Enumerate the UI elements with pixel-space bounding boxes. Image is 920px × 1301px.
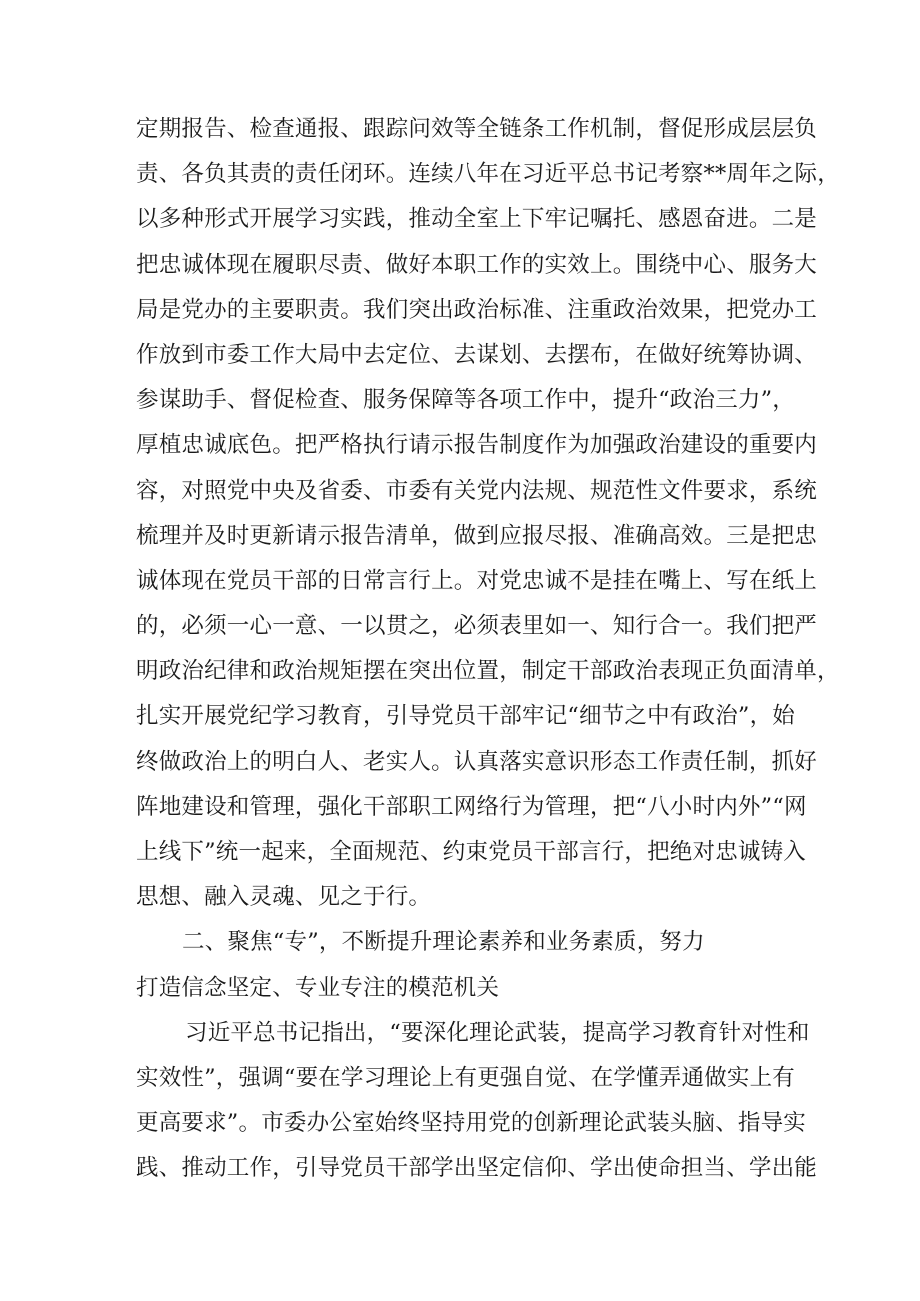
text-line: 参谋助手、督促检查、服务保障等各项工作中，提升“政治三力”， <box>136 387 796 414</box>
text-line: 践、推动工作，引导党员干部学出坚定信仰、学出使命担当、学出能 <box>136 1155 818 1182</box>
text-line: 作放到市委工作大局中去定位、去谋划、去摆布，在做好统筹协调、 <box>136 341 818 368</box>
text-line: 以多种形式开展学习实践，推动全室上下牢记嘱托、感恩奋进。二是 <box>136 206 818 233</box>
text-line: 的，必须一心一意、一以贯之，必须表里如一、知行合一。我们把严 <box>136 613 818 640</box>
text-line: 上线下”统一起来，全面规范、约束党员干部言行，把绝对忠诚铸入 <box>136 839 807 865</box>
section-heading-line-2: 打造信念坚定、专业专注的模范机关 <box>136 974 500 1001</box>
text-line: 定期报告、检查通报、跟踪问效等全链条工作机制，督促形成层层负 <box>136 116 818 142</box>
text-line: 容，对照党中央及省委、市委有关党内法规、规范性文件要求，系统 <box>136 477 818 504</box>
text-line: 终做政治上的明白人、老实人。认真落实意识形态工作责任制，抓好 <box>136 748 818 775</box>
text-line: 思想、融入灵魂、见之于行。 <box>136 884 432 911</box>
text-line: 实效性”，强调“要在学习理论上有更强自觉、在学懂弄通做实上有 <box>136 1064 796 1091</box>
text-line: 责、各负其责的责任闭环。连续八年在习近平总书记考察**周年之际， <box>136 161 840 188</box>
text-line: 厚植忠诚底色。把严格执行请示报告制度作为加强政治建设的重要内 <box>136 432 818 459</box>
body-text <box>136 107 840 1192</box>
text-line: 阵地建设和管理，强化干部职工网络行为管理，把“八小时内外”“网 <box>136 793 807 820</box>
text-line: 更高要求”。市委办公室始终坚持用党的创新理论武装头脑、指导实 <box>136 1110 807 1137</box>
section-heading-line-1: 二、聚焦“专”，不断提升理论素养和业务素质，努力 <box>182 929 705 956</box>
paragraph-first-line: 习近平总书记指出，“要深化理论武装，提高学习教育针对性和 <box>185 1019 810 1046</box>
text-line: 梳理并及时更新请示报告清单，做到应报尽报、准确高效。三是把忠 <box>136 522 818 549</box>
text-line: 诚体现在党员干部的日常言行上。对党忠诚不是挂在嘴上、写在纸上 <box>136 567 818 594</box>
text-line: 局是党办的主要职责。我们突出政治标准、注重政治效果，把党办工 <box>136 296 818 323</box>
text-line: 把忠诚体现在履职尽责、做好本职工作的实效上。围绕中心、服务大 <box>136 251 818 278</box>
text-line: 明政治纪律和政治规矩摆在突出位置，制定干部政治表现正负面清单， <box>136 658 840 685</box>
text-line: 扎实开展党纪学习教育，引导党员干部牢记“细节之中有政治”，始 <box>136 703 796 730</box>
